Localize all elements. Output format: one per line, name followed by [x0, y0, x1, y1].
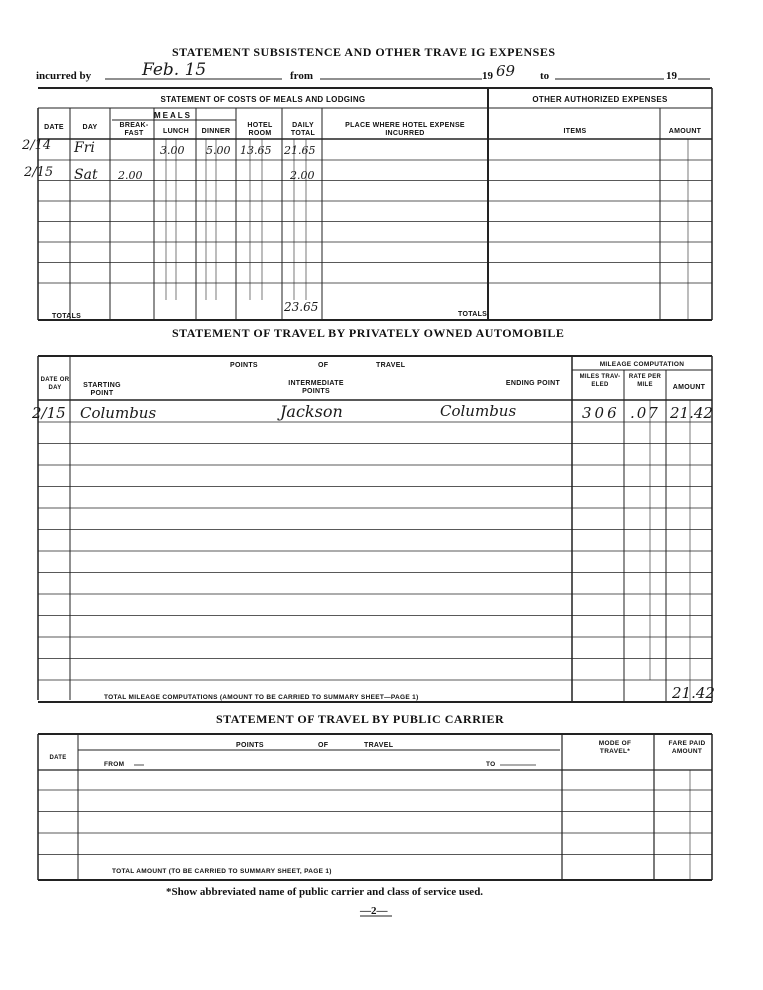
auto-row-1-miles[interactable]: 306: [582, 404, 620, 422]
mileage-header: MILEAGE COMPUTATION: [599, 361, 685, 368]
auto-row-1-date[interactable]: 2/15: [32, 404, 66, 422]
auto-points-2: OF: [318, 362, 329, 369]
meal-row-1-dinner[interactable]: 5.00: [206, 144, 231, 157]
auto-row-1-rate[interactable]: .07: [630, 404, 660, 422]
carrier-section-title: STATEMENT OF TRAVEL BY PUBLIC CARRIER: [216, 712, 505, 726]
col-day: DAY: [82, 124, 98, 131]
auto-row-1-starting[interactable]: Columbus: [80, 404, 157, 422]
meal-row-2-daily[interactable]: 2.00: [290, 169, 315, 182]
incurred-by-value[interactable]: Feb. 15: [142, 60, 207, 80]
other-expenses-title: OTHER AUTHORIZED EXPENSES: [532, 95, 668, 104]
auto-col-starting: STARTING POINT: [83, 382, 121, 397]
carrier-col-fare: FARE PAID AMOUNT: [668, 740, 706, 755]
carrier-col-to: TO: [486, 761, 496, 768]
carrier-col-date: DATE: [49, 755, 67, 761]
from-label: from: [290, 70, 314, 82]
mileage-total-label: TOTAL MILEAGE COMPUTATIONS (AMOUNT TO BE CARRIED TO SUMMARY SHEET—PAGE 1): [104, 694, 419, 701]
carrier-points-3: TRAVEL: [364, 742, 394, 749]
carrier-points-1: POINTS: [236, 742, 264, 749]
footnote: *Show abbreviated name of public carrier and class of service used.: [166, 886, 484, 898]
page-number: —2—: [360, 905, 388, 917]
auto-col-date: DATE OR DAY: [40, 377, 70, 391]
meal-row-2-date[interactable]: 2/15: [24, 165, 54, 180]
auto-row-1-amount[interactable]: 21.42: [670, 404, 713, 422]
meal-row-2-day[interactable]: Sat: [74, 167, 98, 183]
auto-section-title: STATEMENT OF TRAVEL BY PRIVATELY OWNED AUTOMOBILE: [172, 326, 565, 340]
meal-row-1-lunch[interactable]: 3.00: [160, 144, 185, 157]
auto-points-1: POINTS: [230, 362, 258, 369]
col-lunch: LUNCH: [163, 128, 189, 135]
meal-row-1-date[interactable]: 2/14: [22, 138, 52, 153]
col-items: ITEMS: [563, 128, 587, 135]
year-prefix-1: 19: [482, 70, 493, 82]
carrier-points-2: OF: [318, 742, 329, 749]
auto-row-1-ending[interactable]: Columbus: [440, 402, 517, 420]
col-amount: AMOUNT: [668, 128, 702, 135]
incurred-by-label: incurred by: [36, 70, 92, 82]
col-date: DATE: [44, 124, 64, 131]
meals-totals-value[interactable]: 23.65: [284, 300, 319, 314]
year-value-1[interactable]: 69: [496, 62, 516, 80]
year-prefix-2: 19: [666, 70, 677, 82]
meals-totals-label: TOTALS: [52, 313, 82, 320]
col-place: PLACE WHERE HOTEL EXPENSE INCURRED: [345, 122, 465, 137]
auto-points-3: TRAVEL: [376, 362, 406, 369]
auto-col-miles: MILES TRAV-ELED: [579, 374, 621, 388]
carrier-total-label: TOTAL AMOUNT (TO BE CARRIED TO SUMMARY SHEET, PAGE 1): [112, 868, 332, 875]
auto-col-amount: AMOUNT: [672, 384, 706, 391]
carrier-col-from: FROM: [104, 761, 125, 768]
mileage-total-value[interactable]: 21.42: [672, 684, 715, 702]
meal-row-1-day[interactable]: Fri: [74, 140, 95, 156]
meal-row-2-breakfast[interactable]: 2.00: [118, 169, 143, 182]
meal-row-1-hotel[interactable]: 13.65: [240, 144, 272, 157]
auto-col-ending: ENDING POINT: [505, 380, 561, 387]
col-hotel: HOTEL ROOM: [247, 122, 273, 137]
carrier-col-mode: MODE OF TRAVEL*: [598, 740, 632, 755]
col-daily: DAILY TOTAL: [290, 122, 316, 137]
auto-col-rate: RATE PER MILE: [628, 374, 662, 388]
to-label: to: [540, 70, 550, 82]
auto-col-intermediate: INTERMEDIATE POINTS: [288, 380, 344, 395]
meal-row-1-daily[interactable]: 21.65: [284, 144, 316, 157]
other-totals-label: TOTALS: [458, 311, 488, 318]
col-breakfast: BREAK-FAST: [119, 122, 149, 137]
auto-row-1-intermediate[interactable]: Jackson: [280, 402, 343, 421]
meals-section-title: STATEMENT OF COSTS OF MEALS AND LODGING: [160, 95, 366, 104]
form-title: STATEMENT SUBSISTENCE AND OTHER TRAVE IG EXPENSES: [172, 45, 556, 59]
meals-group-header: MEALS: [154, 111, 192, 120]
col-dinner: DINNER: [201, 128, 231, 135]
